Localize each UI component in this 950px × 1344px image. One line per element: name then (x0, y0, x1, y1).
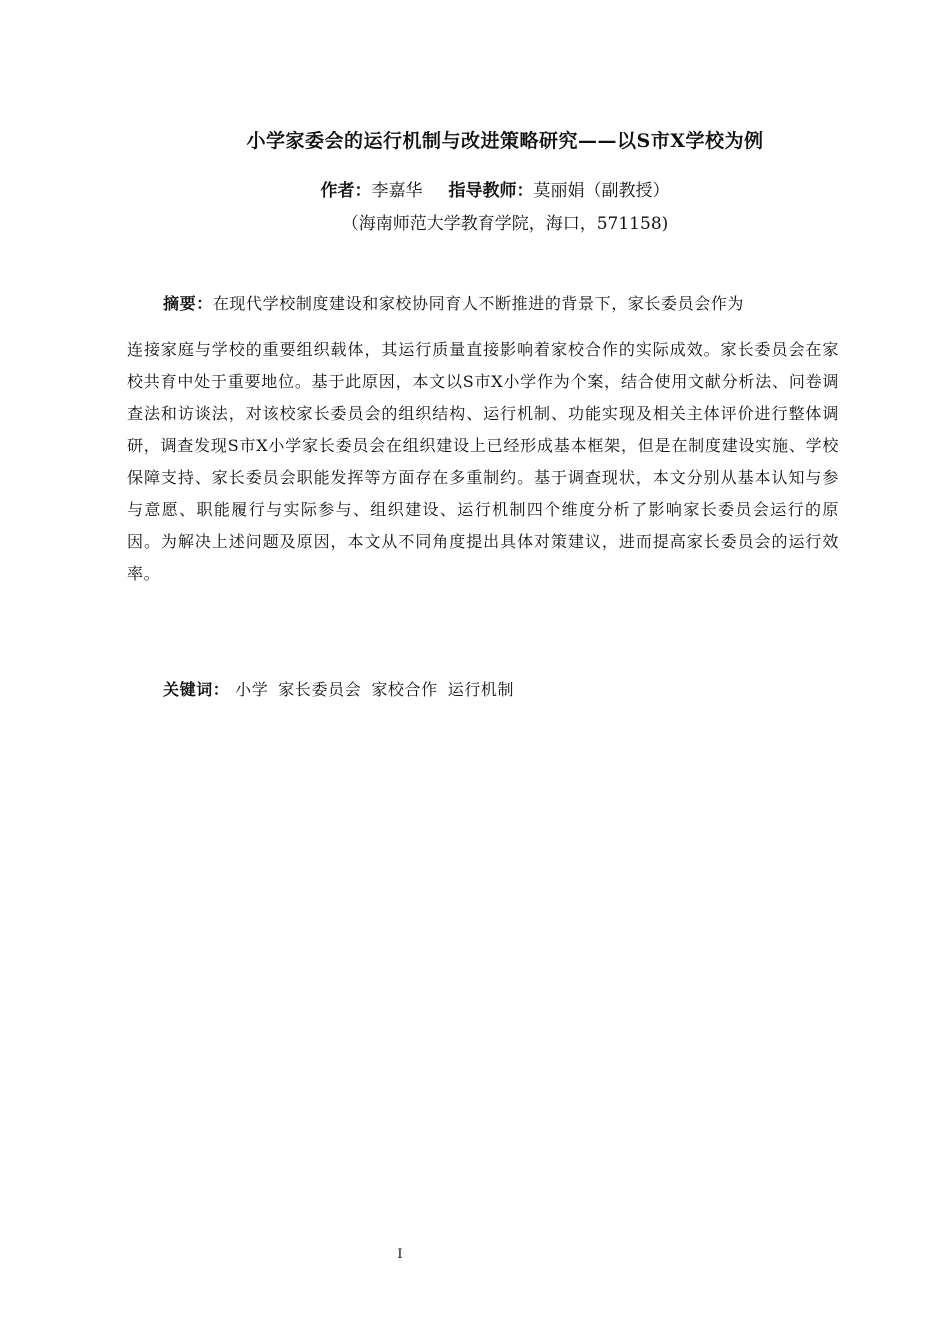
abstract-paragraph (127, 288, 839, 590)
page-number: I (397, 1247, 403, 1262)
advisor-label: 指导教师： (448, 181, 534, 201)
author-line (0, 176, 950, 201)
author-name: 李嘉华 (371, 181, 423, 201)
keyword: 小学 (235, 680, 269, 699)
abstract-body: 连接家庭与学校的重要组织载体，其运行质量直接影响着家校合作的实际成效。家长委员会在家校共育中处于重要地位。基于此原因，本文以S市X小学作为个案，结合使用文献分析法、问卷调查法和访谈法，对该校家长委员会的组织结构、运行机制、功能实现及相关主体评价进行整体调研，调查发现S市X小学家长委员会在组织建设上已经形成基本框架，但是在制度建设实施、学校保障支持、家长委员会职能发挥等方面存在多重制约。基于调查现状，本文分别从基本认知与参与意愿、职能履行与实际参与、组织建设、运行机制四个维度分析了影响家长委员会运行的原因。为解决上述问题及原因，本文从不同角度提出具体对策建议，进而提高家长委员会的运行效率。 (127, 340, 839, 583)
abstract-first-line-text: 在现代学校制度建设和家校协同育人不断推进的背景下，家长委员会作为 (212, 294, 745, 313)
keyword: 运行机制 (447, 680, 515, 699)
abstract-first-line (127, 288, 839, 320)
advisor-name: 莫丽娟（副教授） (533, 181, 670, 201)
keywords-line (163, 674, 524, 706)
author-label: 作者： (320, 181, 372, 201)
affiliation: （海南师范大学教育学院，海口，571158) (341, 214, 669, 234)
keywords-label: 关键词： (163, 680, 230, 699)
paper-title: 小学家委会的运行机制与改进策略研究——以S市X学校为例 (246, 130, 764, 152)
keyword: 家校合作 (371, 680, 438, 699)
keyword: 家长委员会 (278, 680, 362, 699)
abstract-label: 摘要： (163, 294, 213, 313)
